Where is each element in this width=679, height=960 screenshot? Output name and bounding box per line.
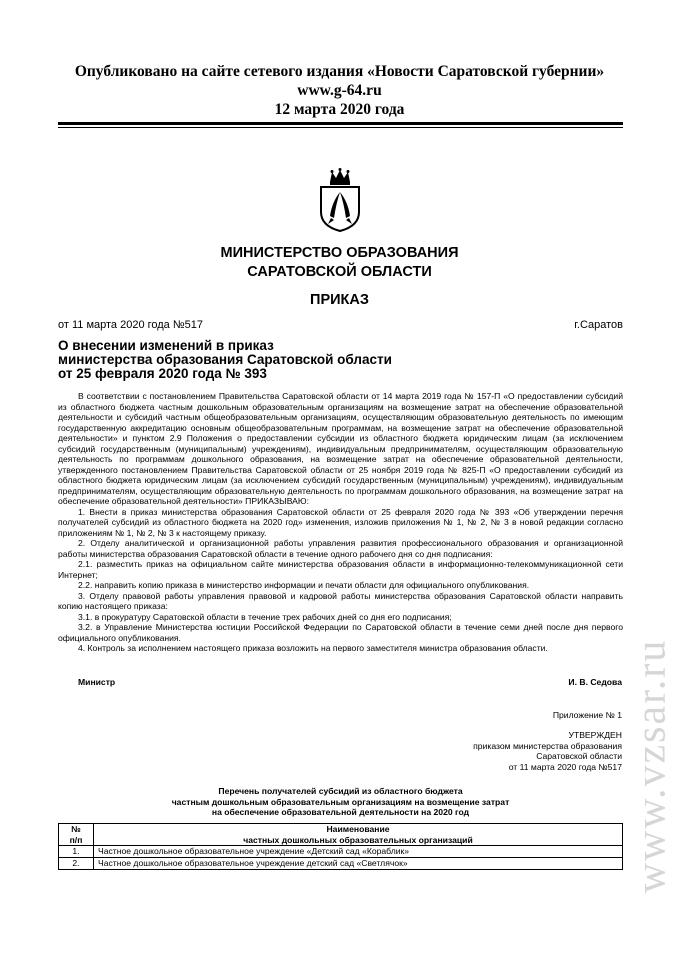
document-title-line-2: министерства образования Саратовской области: [58, 352, 392, 367]
body-paragraph-3-2: 3.2. в Управление Министерства юстиции Российской Федерации по Саратовской области в течение семи дней после дня первого официального опубликования.: [58, 622, 623, 643]
row-organization-name: Частное дошкольное образовательное учреждение «Детский сад «Кораблик»: [94, 846, 623, 858]
approval-stamp-text: [362, 730, 622, 772]
approved-line-2: приказом министерства образования: [473, 740, 622, 751]
row-number: 2.: [59, 858, 94, 870]
body-paragraph-2-1: 2.1. разместить приказ на официальном сайте министерства образования области в информационно-телекоммуникационной сети Интернет;: [58, 559, 623, 580]
publication-site: www.g-64.ru: [297, 82, 382, 99]
header-name-line-2: частных дошкольных образовательных организаций: [243, 834, 473, 845]
table-row: [59, 846, 623, 858]
ministry-name-line-2: САРАТОВСКОЙ ОБЛАСТИ: [247, 264, 432, 280]
body-paragraph-1: 1. Внести в приказ министерства образования Саратовской области от 25 февраля 2020 года № 393 «Об утверждении перечня получателей субсидий из областного бюджета на 2020 год» изменения, изложив приложения № 1, № 2, № 3 в новой редакции согласно приложениям № 1, № 2, № 3 к настоящему приказу.: [58, 506, 623, 538]
publication-header: [0, 62, 679, 119]
publication-line-1: Опубликовано на сайте сетевого издания «Новости Саратовской губернии»: [74, 63, 605, 80]
saratov-coat-of-arms-icon: [318, 168, 362, 232]
row-number: 1.: [59, 846, 94, 858]
body-paragraph-3-1: 3.1. в прокуратуру Саратовской области в течение трех рабочих дней со дня его подписания;: [78, 611, 452, 622]
list-title-line-3: на обеспечение образовательной деятельности на 2020 год: [211, 807, 470, 817]
header-number-line-1: №: [71, 824, 81, 834]
header-rule-thin: [58, 127, 623, 128]
list-title-line-2: частным дошкольным образовательным организациям на возмещение затрат: [171, 796, 510, 807]
body-paragraph-4: 4. Контроль за исполнением настоящего приказа возложить на первого заместителя министра образования области.: [78, 643, 548, 653]
header-number: [59, 824, 94, 846]
table-header-row: [59, 824, 623, 846]
recipients-list-title: [58, 786, 623, 818]
approved-line-1: УТВЕРЖДЕН: [568, 730, 622, 740]
header-name-line-1: Наименование: [326, 824, 390, 834]
watermark-text: www.vzsar.ru: [628, 638, 674, 894]
body-paragraph-3: 3. Отделу правовой работы управления правовой и кадровой работы министерства образования Саратовской области направить копию настоящего приказа:: [58, 590, 623, 611]
header-organization-name: [94, 824, 623, 846]
signatory-name: И. В. Седова: [568, 677, 622, 687]
order-city: г.Саратов: [574, 319, 623, 331]
approved-line-4: от 11 марта 2020 года №517: [508, 761, 622, 772]
document-title-line-1: О внесении изменений в приказ: [58, 338, 274, 353]
publication-date: 12 марта 2020 года: [274, 101, 405, 118]
header-number-line-2: п/п: [69, 834, 83, 845]
list-title-line-1: Перечень получателей субсидий из областного бюджета: [218, 786, 463, 796]
recipients-table: [58, 823, 623, 870]
watermark: [628, 590, 674, 942]
document-title: [58, 339, 458, 381]
order-date-number: от 11 марта 2020 года №517: [58, 319, 204, 331]
row-organization-name: Частное дошкольное образовательное учреждение детский сад «Светлячок»: [94, 858, 623, 870]
order-body: [58, 391, 623, 654]
header-rule-thick: [58, 122, 623, 125]
ministry-name: [0, 244, 679, 282]
signatory-title: Министр: [78, 677, 116, 687]
body-paragraph-2: 2. Отделу аналитической и организационной работы управления развития профессионального образования и организационной работы министерства образования Саратовской области в течение одного рабочего дня со дня подписания:: [58, 538, 623, 559]
document-type: ПРИКАЗ: [310, 292, 369, 308]
body-paragraph-preamble: В соответствии с постановлением Правительства Саратовской области от 14 марта 2019 года № 157-П «О предоставлении субсидий из областного бюджета частным дошкольным образовательным организациям на возмещение затрат на обеспечение образовательной деятельности и субсидий частным общеобразовательным организациям, осуществляющим образовательную деятельность по имеющим государственную аккредитацию основным общеобразовательным программам, на возмещение затрат на обеспечение образовательной деятельности» и пунктом 2.9 Положения о предоставлении субсидии из областного бюджета юридическим лицам (за исключением субсидий государственным (муниципальным) учреждениям), индивидуальным предпринимателям, осуществляющим образовательную деятельность по программам дошкольного образования, на возмещение затрат на обеспечение образовательной деятельности, утвержденного постановлением Правительства Саратовской области от 25 ноября 2019 года № 825-П «О предоставлении субсидий из областного бюджета юридическим лицам (за исключением субсидий государственным (муниципальным) учреждениям), индивидуальным предпринимателям, осуществляющим образовательную деятельность по программам дошкольного образования, на возмещение затрат на обеспечение образовательной деятельности» ПРИКАЗЫВАЮ:: [58, 391, 623, 506]
table-row: [59, 858, 623, 870]
document-title-line-3: от 25 февраля 2020 года № 393: [58, 366, 267, 381]
approved-line-3: Саратовской области: [536, 751, 622, 761]
body-paragraph-2-2: 2.2. направить копию приказа в министерство информации и печати области для официального опубликования.: [78, 580, 530, 590]
ministry-name-line-1: МИНИСТЕРСТВО ОБРАЗОВАНИЯ: [220, 245, 459, 261]
appendix-label: Приложение № 1: [552, 710, 622, 720]
